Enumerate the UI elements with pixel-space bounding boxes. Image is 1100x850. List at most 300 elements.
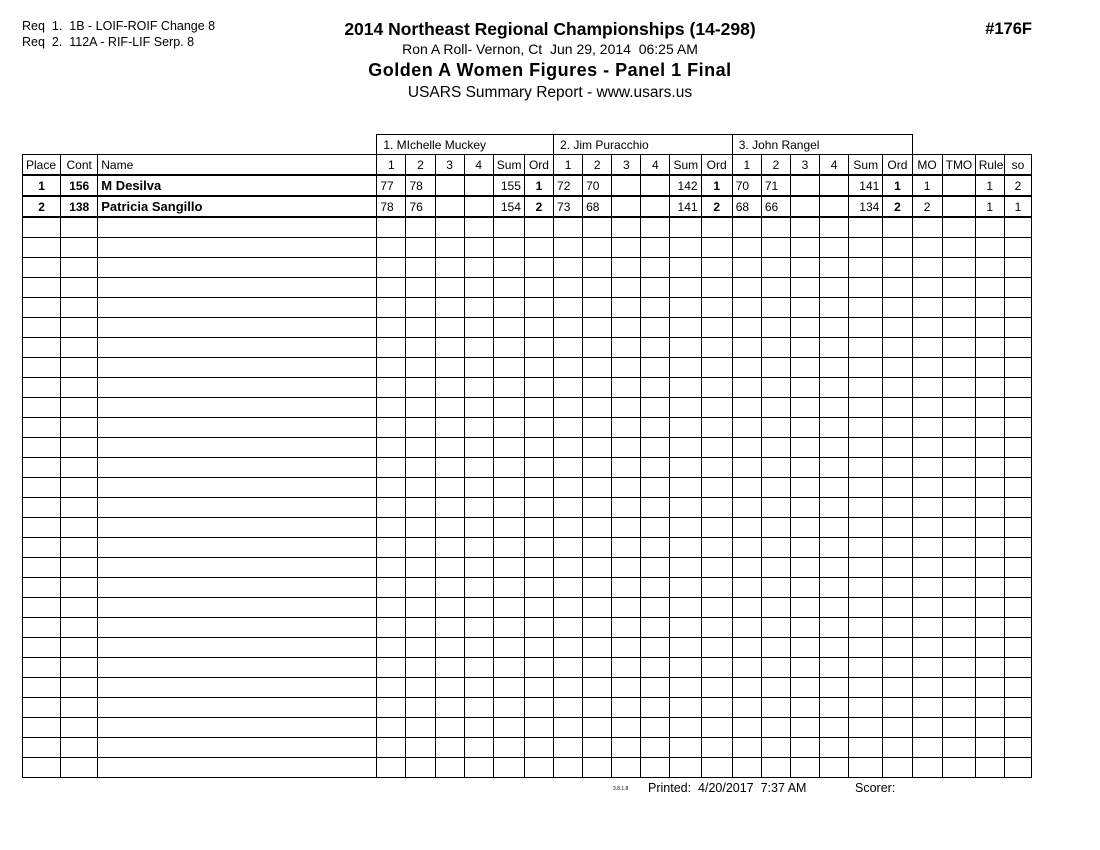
empty-cell: [61, 618, 98, 638]
empty-cell: [849, 458, 883, 478]
empty-cell: [1004, 498, 1031, 518]
mo-cell: 2: [912, 196, 942, 217]
empty-cell: [820, 678, 849, 698]
ordinal-cell: 2: [701, 196, 732, 217]
software-version: 3.8.1.8: [613, 786, 629, 792]
empty-cell: [701, 278, 732, 298]
empty-cell: [790, 358, 819, 378]
empty-cell: [524, 698, 553, 718]
col-header-score-3: 3: [790, 155, 819, 176]
empty-cell: [377, 518, 406, 538]
empty-cell: [732, 458, 761, 478]
empty-cell: [641, 318, 670, 338]
event-number: #176F: [985, 20, 1032, 38]
empty-cell: [701, 398, 732, 418]
empty-cell: [377, 418, 406, 438]
empty-cell: [790, 618, 819, 638]
empty-cell: [524, 658, 553, 678]
empty-cell: [61, 418, 98, 438]
empty-cell: [761, 318, 790, 338]
empty-cell: [732, 758, 761, 778]
empty-cell: [554, 338, 583, 358]
empty-cell: [554, 578, 583, 598]
empty-cell: [912, 338, 942, 358]
empty-cell: [406, 438, 435, 458]
col-header-sum: Sum: [849, 155, 883, 176]
col-header-tmo: TMO: [942, 155, 975, 176]
empty-cell: [670, 278, 701, 298]
empty-cell: [732, 498, 761, 518]
empty-cell: [554, 658, 583, 678]
empty-cell: [493, 618, 524, 638]
empty-cell: [583, 638, 612, 658]
empty-cell: [524, 458, 553, 478]
empty-cell: [1004, 538, 1031, 558]
empty-cell: [975, 738, 1004, 758]
empty-cell: [612, 718, 641, 738]
empty-cell: [23, 538, 61, 558]
empty-cell: [912, 738, 942, 758]
empty-cell: [377, 398, 406, 418]
empty-table-row: [23, 338, 1032, 358]
empty-cell: [1004, 358, 1031, 378]
empty-cell: [942, 698, 975, 718]
empty-cell: [377, 638, 406, 658]
empty-cell: [406, 638, 435, 658]
empty-cell: [377, 438, 406, 458]
empty-cell: [942, 678, 975, 698]
empty-cell: [464, 338, 493, 358]
empty-table-row: [23, 718, 1032, 738]
empty-cell: [761, 698, 790, 718]
empty-cell: [670, 718, 701, 738]
empty-cell: [912, 217, 942, 238]
empty-cell: [701, 358, 732, 378]
empty-cell: [61, 217, 98, 238]
empty-cell: [98, 358, 377, 378]
empty-cell: [61, 398, 98, 418]
empty-cell: [883, 338, 912, 358]
empty-cell: [942, 538, 975, 558]
empty-cell: [701, 238, 732, 258]
empty-cell: [583, 217, 612, 238]
empty-cell: [377, 298, 406, 318]
empty-cell: [98, 258, 377, 278]
empty-table-row: [23, 418, 1032, 438]
empty-cell: [524, 598, 553, 618]
empty-cell: [612, 358, 641, 378]
empty-cell: [849, 598, 883, 618]
empty-cell: [670, 238, 701, 258]
empty-cell: [641, 578, 670, 598]
empty-cell: [761, 298, 790, 318]
col-header-sum: Sum: [670, 155, 701, 176]
empty-cell: [942, 498, 975, 518]
empty-cell: [554, 298, 583, 318]
judge-row-spacer-left: [23, 135, 377, 155]
empty-cell: [524, 578, 553, 598]
col-header-score-3: 3: [612, 155, 641, 176]
empty-cell: [554, 358, 583, 378]
empty-cell: [761, 598, 790, 618]
col-header-place: Place: [23, 155, 61, 176]
empty-cell: [975, 217, 1004, 238]
empty-cell: [701, 498, 732, 518]
empty-cell: [942, 518, 975, 538]
empty-cell: [820, 738, 849, 758]
empty-cell: [377, 758, 406, 778]
empty-cell: [493, 518, 524, 538]
score-cell: 68: [732, 196, 761, 217]
empty-cell: [377, 698, 406, 718]
empty-cell: [912, 538, 942, 558]
empty-cell: [377, 618, 406, 638]
empty-cell: [761, 418, 790, 438]
empty-cell: [790, 758, 819, 778]
empty-table-row: [23, 658, 1032, 678]
empty-cell: [942, 578, 975, 598]
empty-cell: [23, 758, 61, 778]
empty-cell: [761, 758, 790, 778]
empty-cell: [23, 398, 61, 418]
empty-cell: [912, 698, 942, 718]
empty-cell: [23, 618, 61, 638]
sum-cell: 141: [849, 175, 883, 196]
empty-cell: [701, 758, 732, 778]
empty-cell: [641, 258, 670, 278]
empty-cell: [912, 298, 942, 318]
empty-cell: [732, 398, 761, 418]
empty-cell: [23, 298, 61, 318]
empty-cell: [912, 758, 942, 778]
score-cell: [435, 175, 464, 196]
empty-cell: [435, 378, 464, 398]
empty-cell: [701, 458, 732, 478]
report-header: [0, 19, 1100, 103]
score-cell: 72: [554, 175, 583, 196]
empty-cell: [670, 358, 701, 378]
empty-cell: [554, 758, 583, 778]
empty-cell: [761, 538, 790, 558]
empty-cell: [820, 278, 849, 298]
empty-cell: [670, 538, 701, 558]
empty-cell: [435, 598, 464, 618]
empty-table-row: [23, 438, 1032, 458]
result-row-1: [23, 175, 1032, 196]
empty-table-row: [23, 278, 1032, 298]
empty-cell: [435, 518, 464, 538]
empty-cell: [524, 398, 553, 418]
mo-cell: 1: [912, 175, 942, 196]
empty-cell: [1004, 458, 1031, 478]
empty-cell: [912, 398, 942, 418]
empty-cell: [790, 718, 819, 738]
event-title: Golden A Women Figures - Panel 1 Final: [368, 60, 732, 80]
empty-cell: [612, 698, 641, 718]
empty-table-row: [23, 698, 1032, 718]
empty-cell: [912, 418, 942, 438]
empty-cell: [524, 258, 553, 278]
empty-cell: [701, 418, 732, 438]
empty-cell: [612, 498, 641, 518]
rule-cell: 1: [975, 196, 1004, 217]
col-header-ord: Ord: [701, 155, 732, 176]
empty-cell: [820, 478, 849, 498]
empty-cell: [849, 338, 883, 358]
empty-cell: [406, 238, 435, 258]
empty-cell: [435, 418, 464, 438]
empty-cell: [524, 538, 553, 558]
empty-cell: [98, 578, 377, 598]
empty-cell: [1004, 618, 1031, 638]
empty-cell: [464, 718, 493, 738]
empty-cell: [883, 298, 912, 318]
empty-cell: [790, 598, 819, 618]
empty-cell: [942, 758, 975, 778]
score-table: [22, 134, 1032, 778]
empty-cell: [820, 438, 849, 458]
empty-cell: [942, 238, 975, 258]
empty-cell: [670, 558, 701, 578]
empty-cell: [61, 598, 98, 618]
empty-cell: [761, 618, 790, 638]
empty-cell: [435, 578, 464, 598]
empty-cell: [23, 518, 61, 538]
empty-cell: [61, 358, 98, 378]
empty-cell: [435, 738, 464, 758]
empty-cell: [464, 618, 493, 638]
empty-cell: [670, 398, 701, 418]
empty-cell: [641, 598, 670, 618]
empty-cell: [61, 638, 98, 658]
empty-cell: [61, 658, 98, 678]
championship-title: 2014 Northeast Regional Championships (14-298): [344, 19, 756, 39]
empty-cell: [790, 458, 819, 478]
empty-cell: [524, 618, 553, 638]
empty-cell: [98, 338, 377, 358]
empty-cell: [1004, 678, 1031, 698]
empty-cell: [849, 238, 883, 258]
req-line-1: Req 1. 1B - LOIF-ROIF Change 8: [22, 19, 216, 33]
empty-cell: [554, 438, 583, 458]
empty-cell: [942, 298, 975, 318]
score-cell: [820, 196, 849, 217]
empty-cell: [435, 318, 464, 338]
empty-cell: [377, 558, 406, 578]
empty-cell: [975, 678, 1004, 698]
empty-cell: [912, 638, 942, 658]
empty-cell: [732, 438, 761, 458]
score-cell: 78: [406, 175, 435, 196]
empty-cell: [98, 518, 377, 538]
empty-cell: [554, 738, 583, 758]
empty-cell: [883, 318, 912, 338]
empty-cell: [975, 638, 1004, 658]
empty-cell: [377, 498, 406, 518]
score-cell: 71: [761, 175, 790, 196]
empty-cell: [670, 678, 701, 698]
empty-cell: [732, 318, 761, 338]
empty-cell: [849, 658, 883, 678]
col-header-ord: Ord: [524, 155, 553, 176]
empty-cell: [406, 518, 435, 538]
empty-cell: [641, 238, 670, 258]
empty-cell: [942, 558, 975, 578]
empty-cell: [61, 578, 98, 598]
empty-cell: [942, 618, 975, 638]
empty-cell: [377, 738, 406, 758]
empty-cell: [761, 738, 790, 758]
empty-cell: [435, 338, 464, 358]
empty-cell: [883, 518, 912, 538]
empty-cell: [790, 258, 819, 278]
empty-cell: [554, 698, 583, 718]
empty-cell: [942, 418, 975, 438]
empty-cell: [732, 718, 761, 738]
empty-cell: [790, 638, 819, 658]
empty-cell: [554, 598, 583, 618]
empty-cell: [732, 217, 761, 238]
empty-cell: [554, 278, 583, 298]
empty-cell: [554, 478, 583, 498]
empty-cell: [975, 498, 1004, 518]
empty-table-row: [23, 538, 1032, 558]
empty-cell: [493, 478, 524, 498]
col-header-mo: MO: [912, 155, 942, 176]
empty-table-row: [23, 618, 1032, 638]
empty-cell: [732, 518, 761, 538]
empty-cell: [435, 658, 464, 678]
empty-cell: [583, 258, 612, 278]
empty-cell: [524, 518, 553, 538]
empty-cell: [732, 238, 761, 258]
empty-cell: [98, 558, 377, 578]
empty-cell: [493, 698, 524, 718]
empty-cell: [790, 698, 819, 718]
place-cell: 2: [23, 196, 61, 217]
empty-cell: [883, 278, 912, 298]
empty-cell: [883, 217, 912, 238]
contestant-number-cell: 156: [61, 175, 98, 196]
empty-cell: [883, 638, 912, 658]
empty-cell: [406, 738, 435, 758]
empty-cell: [849, 578, 883, 598]
empty-cell: [849, 698, 883, 718]
empty-cell: [641, 217, 670, 238]
empty-cell: [493, 578, 524, 598]
empty-cell: [670, 458, 701, 478]
empty-cell: [406, 398, 435, 418]
sum-cell: 141: [670, 196, 701, 217]
empty-cell: [612, 278, 641, 298]
empty-cell: [820, 538, 849, 558]
empty-cell: [435, 758, 464, 778]
empty-cell: [1004, 338, 1031, 358]
empty-cell: [761, 498, 790, 518]
empty-cell: [790, 438, 819, 458]
req-line-2: Req 2. 112A - RIF-LIF Serp. 8: [22, 35, 195, 49]
empty-cell: [849, 718, 883, 738]
empty-cell: [670, 338, 701, 358]
col-header-rule: Rule: [975, 155, 1004, 176]
score-table-body: [23, 135, 1032, 778]
empty-table-row: [23, 258, 1032, 278]
empty-cell: [790, 418, 819, 438]
empty-cell: [583, 478, 612, 498]
col-header-ord: Ord: [883, 155, 912, 176]
sum-cell: 142: [670, 175, 701, 196]
empty-cell: [790, 538, 819, 558]
empty-cell: [942, 378, 975, 398]
empty-cell: [61, 518, 98, 538]
empty-cell: [583, 358, 612, 378]
empty-cell: [883, 378, 912, 398]
empty-cell: [975, 398, 1004, 418]
empty-cell: [732, 658, 761, 678]
empty-cell: [493, 238, 524, 258]
empty-cell: [61, 298, 98, 318]
empty-cell: [612, 298, 641, 318]
empty-cell: [493, 658, 524, 678]
empty-cell: [912, 598, 942, 618]
empty-cell: [406, 338, 435, 358]
empty-cell: [883, 478, 912, 498]
empty-cell: [1004, 738, 1031, 758]
empty-cell: [641, 678, 670, 698]
empty-cell: [23, 438, 61, 458]
empty-cell: [23, 378, 61, 398]
empty-cell: [1004, 378, 1031, 398]
empty-cell: [670, 438, 701, 458]
empty-cell: [790, 678, 819, 698]
empty-cell: [912, 618, 942, 638]
col-header-score-3: 3: [435, 155, 464, 176]
empty-cell: [975, 238, 1004, 258]
empty-cell: [820, 698, 849, 718]
empty-cell: [98, 598, 377, 618]
empty-cell: [912, 518, 942, 538]
empty-cell: [493, 458, 524, 478]
empty-cell: [583, 558, 612, 578]
empty-cell: [612, 578, 641, 598]
empty-cell: [641, 538, 670, 558]
skater-name-cell: M Desilva: [98, 175, 377, 196]
empty-cell: [701, 438, 732, 458]
empty-cell: [406, 698, 435, 718]
empty-cell: [883, 498, 912, 518]
empty-cell: [975, 758, 1004, 778]
empty-cell: [612, 478, 641, 498]
empty-cell: [98, 418, 377, 438]
col-header-score-2: 2: [406, 155, 435, 176]
ordinal-cell: 1: [883, 175, 912, 196]
empty-cell: [849, 738, 883, 758]
empty-cell: [435, 458, 464, 478]
empty-cell: [670, 378, 701, 398]
empty-cell: [849, 678, 883, 698]
judge-header-1: 1. MIchelle Muckey: [377, 135, 554, 155]
empty-cell: [1004, 518, 1031, 538]
empty-table-row: [23, 478, 1032, 498]
empty-cell: [493, 378, 524, 398]
empty-cell: [464, 418, 493, 438]
empty-cell: [1004, 398, 1031, 418]
empty-cell: [883, 258, 912, 278]
empty-cell: [883, 658, 912, 678]
empty-cell: [790, 658, 819, 678]
empty-cell: [554, 398, 583, 418]
empty-cell: [61, 258, 98, 278]
